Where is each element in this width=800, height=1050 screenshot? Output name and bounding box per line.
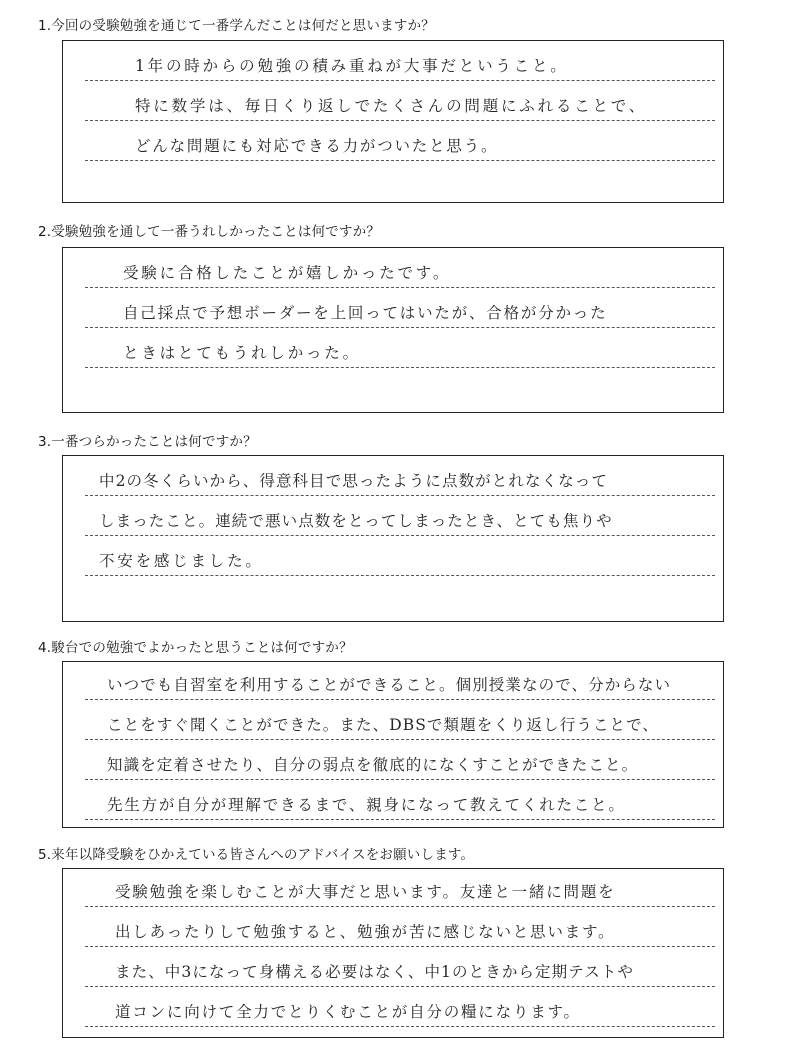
answer-box-1 (62, 40, 724, 203)
answer-line (85, 780, 715, 820)
answer-text: 不安を感じました。 (99, 552, 264, 570)
answer-box-5 (62, 868, 724, 1038)
answer-text: 知識を定着させたり、自分の弱点を徹底的になくすことができたこと。 (107, 756, 639, 774)
answer-text: 出しあったりして勉強すると、勉強が苦に感じないと思います。 (115, 923, 616, 941)
answer-text: 先生方が自分が理解できるまで、親身になって教えてくれたこと。 (107, 796, 626, 814)
answer-text: 特に数学は、毎日くり返しでたくさんの問題にふれることで、 (135, 97, 648, 115)
answer-text: ときはとてもうれしかった。 (123, 344, 361, 362)
question-2-label: 2.受験勉強を通して一番うれしかったことは何ですか？ (38, 224, 381, 240)
answer-text: 受験勉強を楽しむことが大事だと思います。友達と一緒に問題を (115, 883, 616, 901)
answer-line (85, 288, 715, 328)
answer-line (85, 328, 715, 368)
question-5-label: 5.来年以降受験をひかえている皆さんへのアドバイスをお願いします。 (38, 847, 475, 863)
answer-line (85, 740, 715, 780)
answer-text: 中2の冬くらいから、得意科目で思ったように点数がとれなくなって (99, 472, 608, 490)
answer-line (85, 81, 715, 121)
answer-line (85, 41, 715, 81)
answer-line (85, 248, 715, 288)
question-3-label: 3.一番つらかったことは何ですか？ (38, 434, 257, 450)
answer-text: どんな問題にも対応できる力がついたと思う。 (135, 137, 499, 155)
answer-line (85, 987, 715, 1027)
answer-line (85, 660, 715, 700)
answer-line (85, 496, 715, 536)
answer-text: また、中3になって身構える必要はなく、中1のときから定期テストや (115, 963, 634, 981)
question-1-label: 1.今回の受験勉強を通じて一番学んだことは何だと思いますか？ (38, 18, 435, 34)
answer-line (85, 456, 715, 496)
answer-text: いつでも自習室を利用することができること。個別授業なので、分からない (107, 676, 672, 694)
answer-line (85, 947, 715, 987)
answer-line (85, 867, 715, 907)
answer-box-3 (62, 455, 724, 622)
answer-text: 道コンに向けて全力でとりくむことが自分の糧になります。 (115, 1003, 581, 1021)
answer-box-4 (62, 661, 724, 828)
answer-text: 1年の時からの勉強の積み重ねが大事だということ。 (135, 57, 569, 75)
answer-box-2 (62, 247, 724, 413)
answer-line (85, 907, 715, 947)
answer-line (85, 536, 715, 576)
answer-text: しまったこと。連続で悪い点数をとってしまったとき、とても焦りや (99, 512, 613, 530)
question-4-label: 4.駿台での勉強でよかったと思うことは何ですか？ (38, 640, 353, 656)
answer-line (85, 121, 715, 161)
answer-line (85, 700, 715, 740)
answer-text: 受験に合格したことが嬉しかったです。 (123, 264, 452, 282)
answer-text: 自己採点で予想ボーダーを上回ってはいたが、合格が分かった (123, 304, 608, 322)
answer-text: ことをすぐ聞くことができた。また、DBSで類題をくり返し行うことで、 (107, 716, 660, 734)
